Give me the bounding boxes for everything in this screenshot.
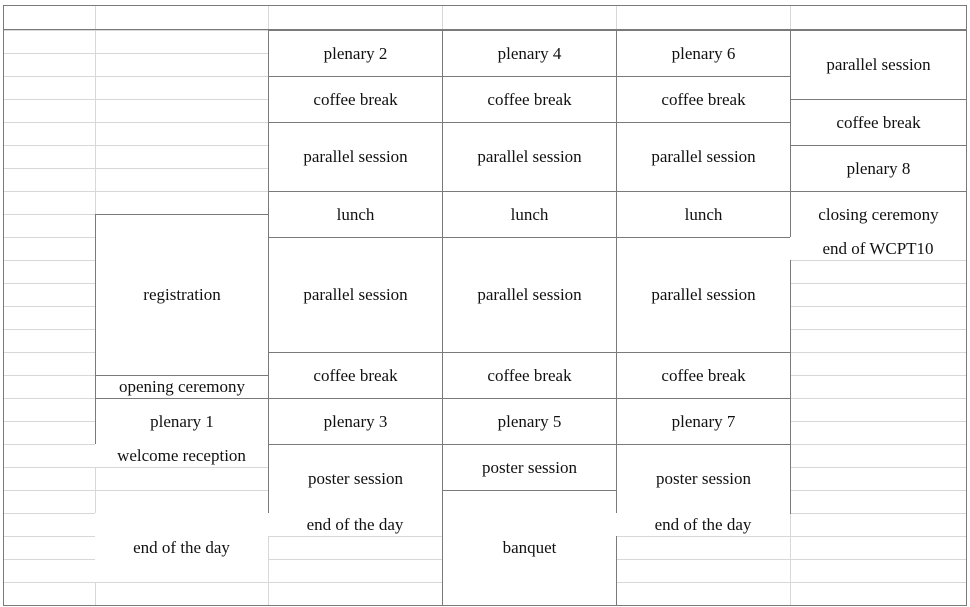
event-cell[interactable]: plenary 5 <box>442 398 617 445</box>
time-label[interactable] <box>3 329 95 352</box>
time-label[interactable] <box>3 490 95 513</box>
time-label[interactable] <box>3 283 95 306</box>
time-label[interactable] <box>3 168 95 191</box>
event-cell[interactable]: end of the day <box>95 513 268 582</box>
day-header[interactable] <box>442 5 616 30</box>
event-cell[interactable]: plenary 6 <box>616 30 791 77</box>
event-cell[interactable]: parallel session <box>268 122 443 192</box>
event-cell[interactable]: parallel session <box>616 237 791 353</box>
event-cell[interactable]: banquet <box>442 490 617 606</box>
event-cell[interactable]: plenary 2 <box>268 30 443 77</box>
event-cell[interactable]: plenary 4 <box>442 30 617 77</box>
time-label[interactable] <box>3 582 95 605</box>
event-cell[interactable]: coffee break <box>442 352 617 399</box>
time-label[interactable] <box>3 122 95 145</box>
day-header[interactable] <box>616 5 790 30</box>
time-label[interactable] <box>3 398 95 421</box>
event-cell[interactable]: coffee break <box>442 76 617 123</box>
time-label[interactable] <box>3 260 95 283</box>
event-cell[interactable]: end of the day <box>268 513 442 536</box>
time-label[interactable] <box>3 191 95 214</box>
event-cell[interactable]: parallel session <box>442 122 617 192</box>
event-cell[interactable]: coffee break <box>616 352 791 399</box>
event-cell[interactable]: coffee break <box>790 99 967 146</box>
event-cell[interactable]: coffee break <box>268 352 443 399</box>
time-label[interactable] <box>3 237 95 260</box>
event-cell[interactable]: poster session <box>442 444 617 491</box>
time-label[interactable] <box>3 53 95 76</box>
time-label[interactable] <box>3 421 95 444</box>
time-label[interactable] <box>3 467 95 490</box>
time-label[interactable] <box>3 145 95 168</box>
time-label[interactable] <box>3 513 95 536</box>
event-cell[interactable]: poster session <box>268 444 443 514</box>
time-label[interactable] <box>3 559 95 582</box>
event-cell[interactable]: plenary 7 <box>616 398 791 445</box>
event-cell[interactable]: poster session <box>616 444 791 514</box>
day-header[interactable] <box>268 5 442 30</box>
time-label[interactable] <box>3 375 95 398</box>
event-cell[interactable]: parallel session <box>442 237 617 353</box>
event-cell[interactable]: lunch <box>442 191 617 238</box>
time-label[interactable] <box>3 536 95 559</box>
time-label[interactable] <box>3 214 95 237</box>
event-cell[interactable]: plenary 8 <box>790 145 967 192</box>
event-cell[interactable]: plenary 3 <box>268 398 443 445</box>
event-cell[interactable]: lunch <box>616 191 791 238</box>
event-cell[interactable]: parallel session <box>616 122 791 192</box>
day-header[interactable] <box>790 5 966 30</box>
time-label[interactable] <box>3 444 95 467</box>
time-label[interactable] <box>3 99 95 122</box>
event-cell[interactable]: closing ceremony <box>790 191 967 238</box>
time-label[interactable] <box>3 306 95 329</box>
time-label[interactable] <box>3 76 95 99</box>
event-cell[interactable]: plenary 1 <box>95 398 269 445</box>
event-cell[interactable]: opening ceremony <box>95 375 269 399</box>
time-label[interactable] <box>3 30 95 53</box>
event-cell[interactable]: welcome reception <box>95 444 268 467</box>
day-header[interactable] <box>95 5 268 30</box>
event-cell[interactable]: end of the day <box>616 513 790 536</box>
event-cell[interactable]: parallel session <box>790 30 967 100</box>
event-cell[interactable]: coffee break <box>616 76 791 123</box>
time-label[interactable] <box>3 352 95 375</box>
event-cell[interactable]: coffee break <box>268 76 443 123</box>
event-cell[interactable]: end of WCPT10 <box>790 237 966 260</box>
event-cell[interactable]: parallel session <box>268 237 443 353</box>
event-cell[interactable]: registration <box>95 214 269 376</box>
event-cell[interactable]: lunch <box>268 191 443 238</box>
